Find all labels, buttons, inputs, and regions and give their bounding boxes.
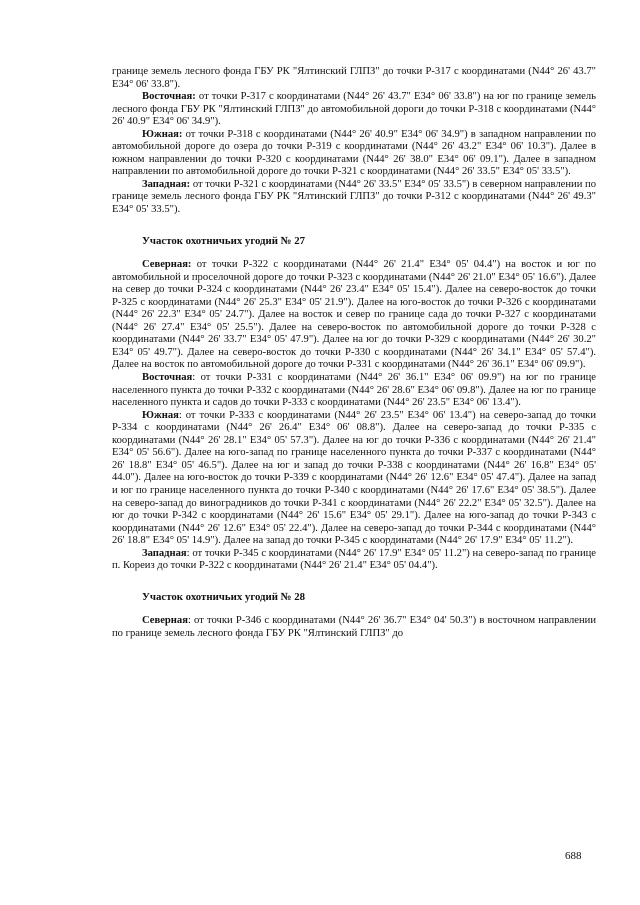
direction-label: Северная: (142, 259, 192, 271)
paragraph-text: : от точки Р-333 с координатами (N44° 26' 23.5" E34° 06' 13.4") на северо-запад до точки Р-334 с координатами (N44° 26' 26.4" E34° 06' 08.8"). Далее на северо-запад до точки Р-335 с координатами (N44° 26' 28.1" E34° 05' 57.3"). Далее на юг до точки Р-336 с координатами (N44° 26' 21.4" E34° 05' 56.6"). Далее на юго-запад по границе населенного пункта до точки Р-337 с координатами (N44° 26' 18.8" E34° 05' 46.5"). Далее на юг и запад до точки Р-338 с координатами (N44° 26' 16.8" E34° 05' 44.0"). Далее на юго-восток до точки Р-339 с координатами (N44° 26' 12.6" E34° 05' 47.4"). Далее на запад и юг по границе населенного пункта до точки Р-340 с координатами (N44° 26' 17.6" E34° 05' 38.5"). Далее на северо-запад до виноградников до точки Р-341 с координатами (N44° 26' 22.2" E34° 05' 32.5"). Далее на юг до точки Р-342 с координатами (N44° 26' 15.6" E34° 05' 29.1"). Далее на юго-запад до точки Р-343 с координатами (N44° 26' 12.6" E34° 05' 22.4"). Далее на северо-запад до точки Р-344 с координатами (N44° 26' 18.8" E34° 05' 14.9"). Далее на запад до точки Р-345 с координатами (N44° 26' 17.9" E34° 05' 11.2"). (112, 409, 596, 547)
paragraph-27-south (112, 410, 596, 548)
direction-label: Восточная (142, 372, 193, 384)
paragraph-26-west (112, 179, 596, 217)
paragraph-text: от точки Р-321 с координатами (N44° 26' 33.5" E34° 05' 33.5") в северном направлении по границе земель лесного фонда ГБУ РК "Ялтинский ГЛПЗ" до точки Р-312 с координатами (N44° 26' 49.3" E34° 05' 33.5"). (112, 178, 596, 216)
paragraph-text: от точки Р-317 с координатами (N44° 26' 43.7" E34° 06' 33.8") на юг по границе земель лесного фонда ГБУ РК "Ялтинский ГЛПЗ" до автомобильной дороги до точки Р-318 с координатами (N44° 26' 40.9" E34° 06' 34.9"). (112, 91, 596, 128)
paragraph-27-west (112, 548, 596, 573)
direction-label: Восточная: (142, 91, 196, 103)
paragraph-26-south (112, 129, 596, 179)
direction-label: Северная (142, 615, 188, 627)
direction-label: Южная (142, 409, 179, 421)
direction-label: Южная: (142, 128, 183, 140)
section-heading-27: Участок охотничьих угодий № 27 (142, 234, 305, 247)
paragraph-text: : от точки Р-345 с координатами (N44° 26' 17.9" E34° 05' 11.2") на северо-запад по границе п. Кореиз до точки Р-322 с координатами (N44° 26' 21.4" E34° 05' 04.4"). (112, 547, 596, 572)
page-number: 688 (565, 850, 582, 862)
direction-label: Западная (142, 547, 187, 559)
paragraph-text: от точки Р-322 с координатами (N44° 26' 21.4" E34° 05' 04.4") на восток и юг по автомобильной и проселочной дороге до точки Р-323 с координатами (N44° 26' 21.0" E34° 05' 16.6"). Далее на север до точки Р-324 с координатами (N44° 26' 23.4" E34° 05' 15.4"). Далее на северо-восток до точки Р-325 с координатами (N44° 26' 25.3" E34° 05' 21.9"). Далее на юго-восток до точки Р-326 с координатами (N44° 26' 22.3" E34° 05' 24.7"). Далее на восток и север по границе сада до точки Р-327 с координатами (N44° 26' 27.4" E34° 05' 25.5"). Далее на северо-восток по автомобильной дороге до точки Р-328 с координатами (N44° 26' 33.7" E34° 05' 47.9"). Далее на юг до точки Р-329 с координатами (N44° 26' 30.2" E34° 05' 49.7"). Далее на северо-восток до точки Р-330 с координатами (N44° 26' 34.1" E34° 05' 57.4"). Далее на восток по автомобильной дороге до точки Р-331 с координатами (N44° 26' 36.1" E34° 06' 09.9"). (112, 259, 596, 371)
paragraph-26-east (112, 91, 596, 129)
paragraph-text: : от точки Р-331 с координатами (N44° 26' 36.1" E34° 06' 09.9") на юг по границе населенного пункта до точки Р-332 с координатами (N44° 26' 28.6" E34° 06' 09.8"). Далее на юг по границе населенного пункта и садов до точки Р-333 с координатами (N44° 26' 23.5" E34° 06' 13.4"). (112, 372, 596, 409)
document-body (112, 66, 596, 640)
paragraph-27-north (112, 259, 596, 372)
paragraph-text: от точки Р-318 с координатами (N44° 26' 40.9" E34° 06' 34.9") в западном направлении по автомобильной дороге до озера до точки Р-319 с координатами (N44° 26' 43.2" E34° 06' 10.3"). Далее в южном направлении до точки Р-320 с координатами (N44° 26' 38.0" E34° 06' 09.1"). Далее в западном направлении по автомобильной дороге до точки Р-321 с координатами (N44° 26' 33.5" E34° 05' 33.5"). (112, 128, 596, 178)
paragraph-28-north (112, 615, 596, 640)
direction-label: Западная: (142, 178, 191, 190)
section-heading-28: Участок охотничьих угодий № 28 (142, 590, 305, 603)
paragraph-text: : от точки Р-346 с координатами (N44° 26' 36.7" E34° 04' 50.3") в восточном направлении по границе земель лесного фонда ГБУ РК "Ялтинский ГЛПЗ" до (112, 615, 596, 639)
paragraph-intro: границе земель лесного фонда ГБУ РК "Ялтинский ГЛПЗ" до точки Р-317 с координатами (N44° 26' 43.7" E34° 06' 33.8"). (112, 66, 596, 90)
paragraph-27-east (112, 372, 596, 410)
